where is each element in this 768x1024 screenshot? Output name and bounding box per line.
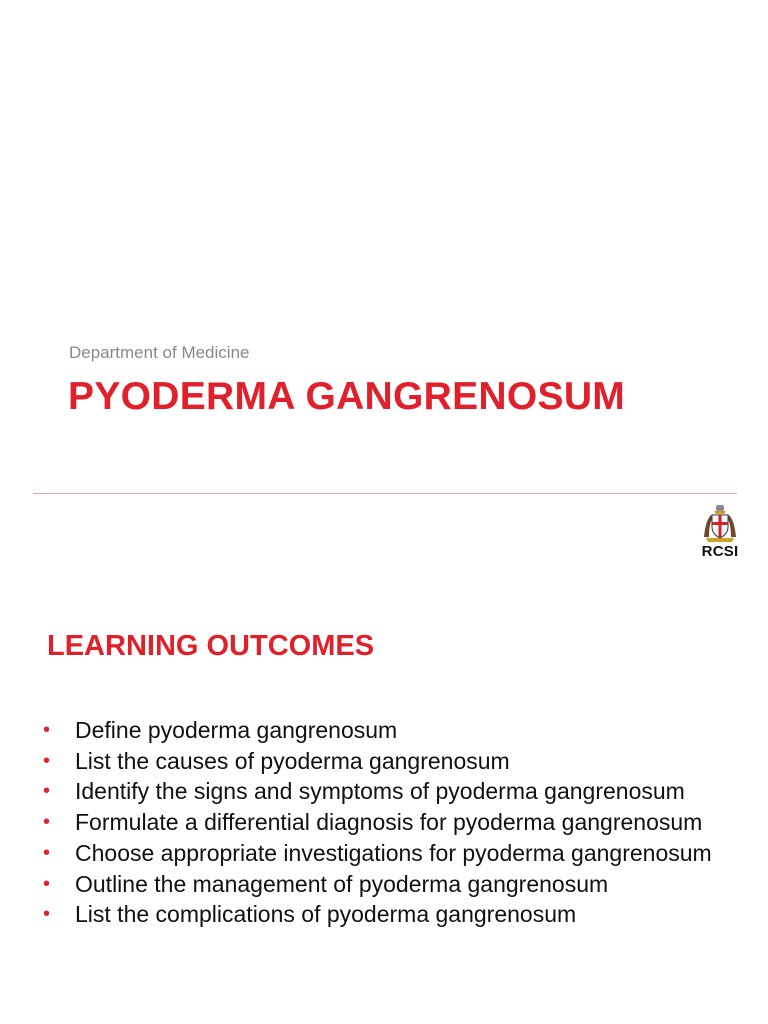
page-title: PYODERMA GANGRENOSUM — [68, 375, 626, 418]
bullet-icon: • — [43, 811, 51, 834]
list-item-text: Choose appropriate investigations for pyoderma gangrenosum — [75, 839, 712, 866]
bullet-icon: • — [43, 872, 51, 895]
list-item-text: List the causes of pyoderma gangrenosum — [75, 747, 510, 774]
list-item-text: List the complications of pyoderma gangrenosum — [75, 901, 577, 928]
list-item — [43, 746, 743, 777]
department-label: Department of Medicine — [69, 343, 250, 362]
divider — [33, 493, 737, 494]
bullet-icon: • — [43, 719, 51, 741]
bullet-icon: • — [43, 749, 51, 772]
list-item — [43, 899, 743, 930]
list-item — [43, 807, 743, 838]
list-item — [43, 776, 743, 807]
list-item-text: Define pyoderma gangrenosum — [75, 717, 398, 743]
list-item — [43, 838, 743, 869]
bullet-icon: • — [43, 780, 51, 803]
logo-text: RCSI — [701, 543, 739, 560]
list-item-text: Outline the management of pyoderma gangrenosum — [75, 870, 609, 897]
list-item — [43, 869, 743, 900]
list-item — [43, 715, 743, 746]
bullet-icon: • — [43, 841, 51, 864]
section-heading: LEARNING OUTCOMES — [47, 630, 375, 662]
outcomes-list — [43, 715, 743, 930]
list-item-text: Formulate a differential diagnosis for pyoderma gangrenosum — [75, 809, 703, 836]
list-item-text: Identify the signs and symptoms of pyoderma gangrenosum — [75, 778, 685, 805]
learning-outcomes-slide — [0, 512, 768, 1024]
bullet-icon: • — [43, 903, 51, 926]
